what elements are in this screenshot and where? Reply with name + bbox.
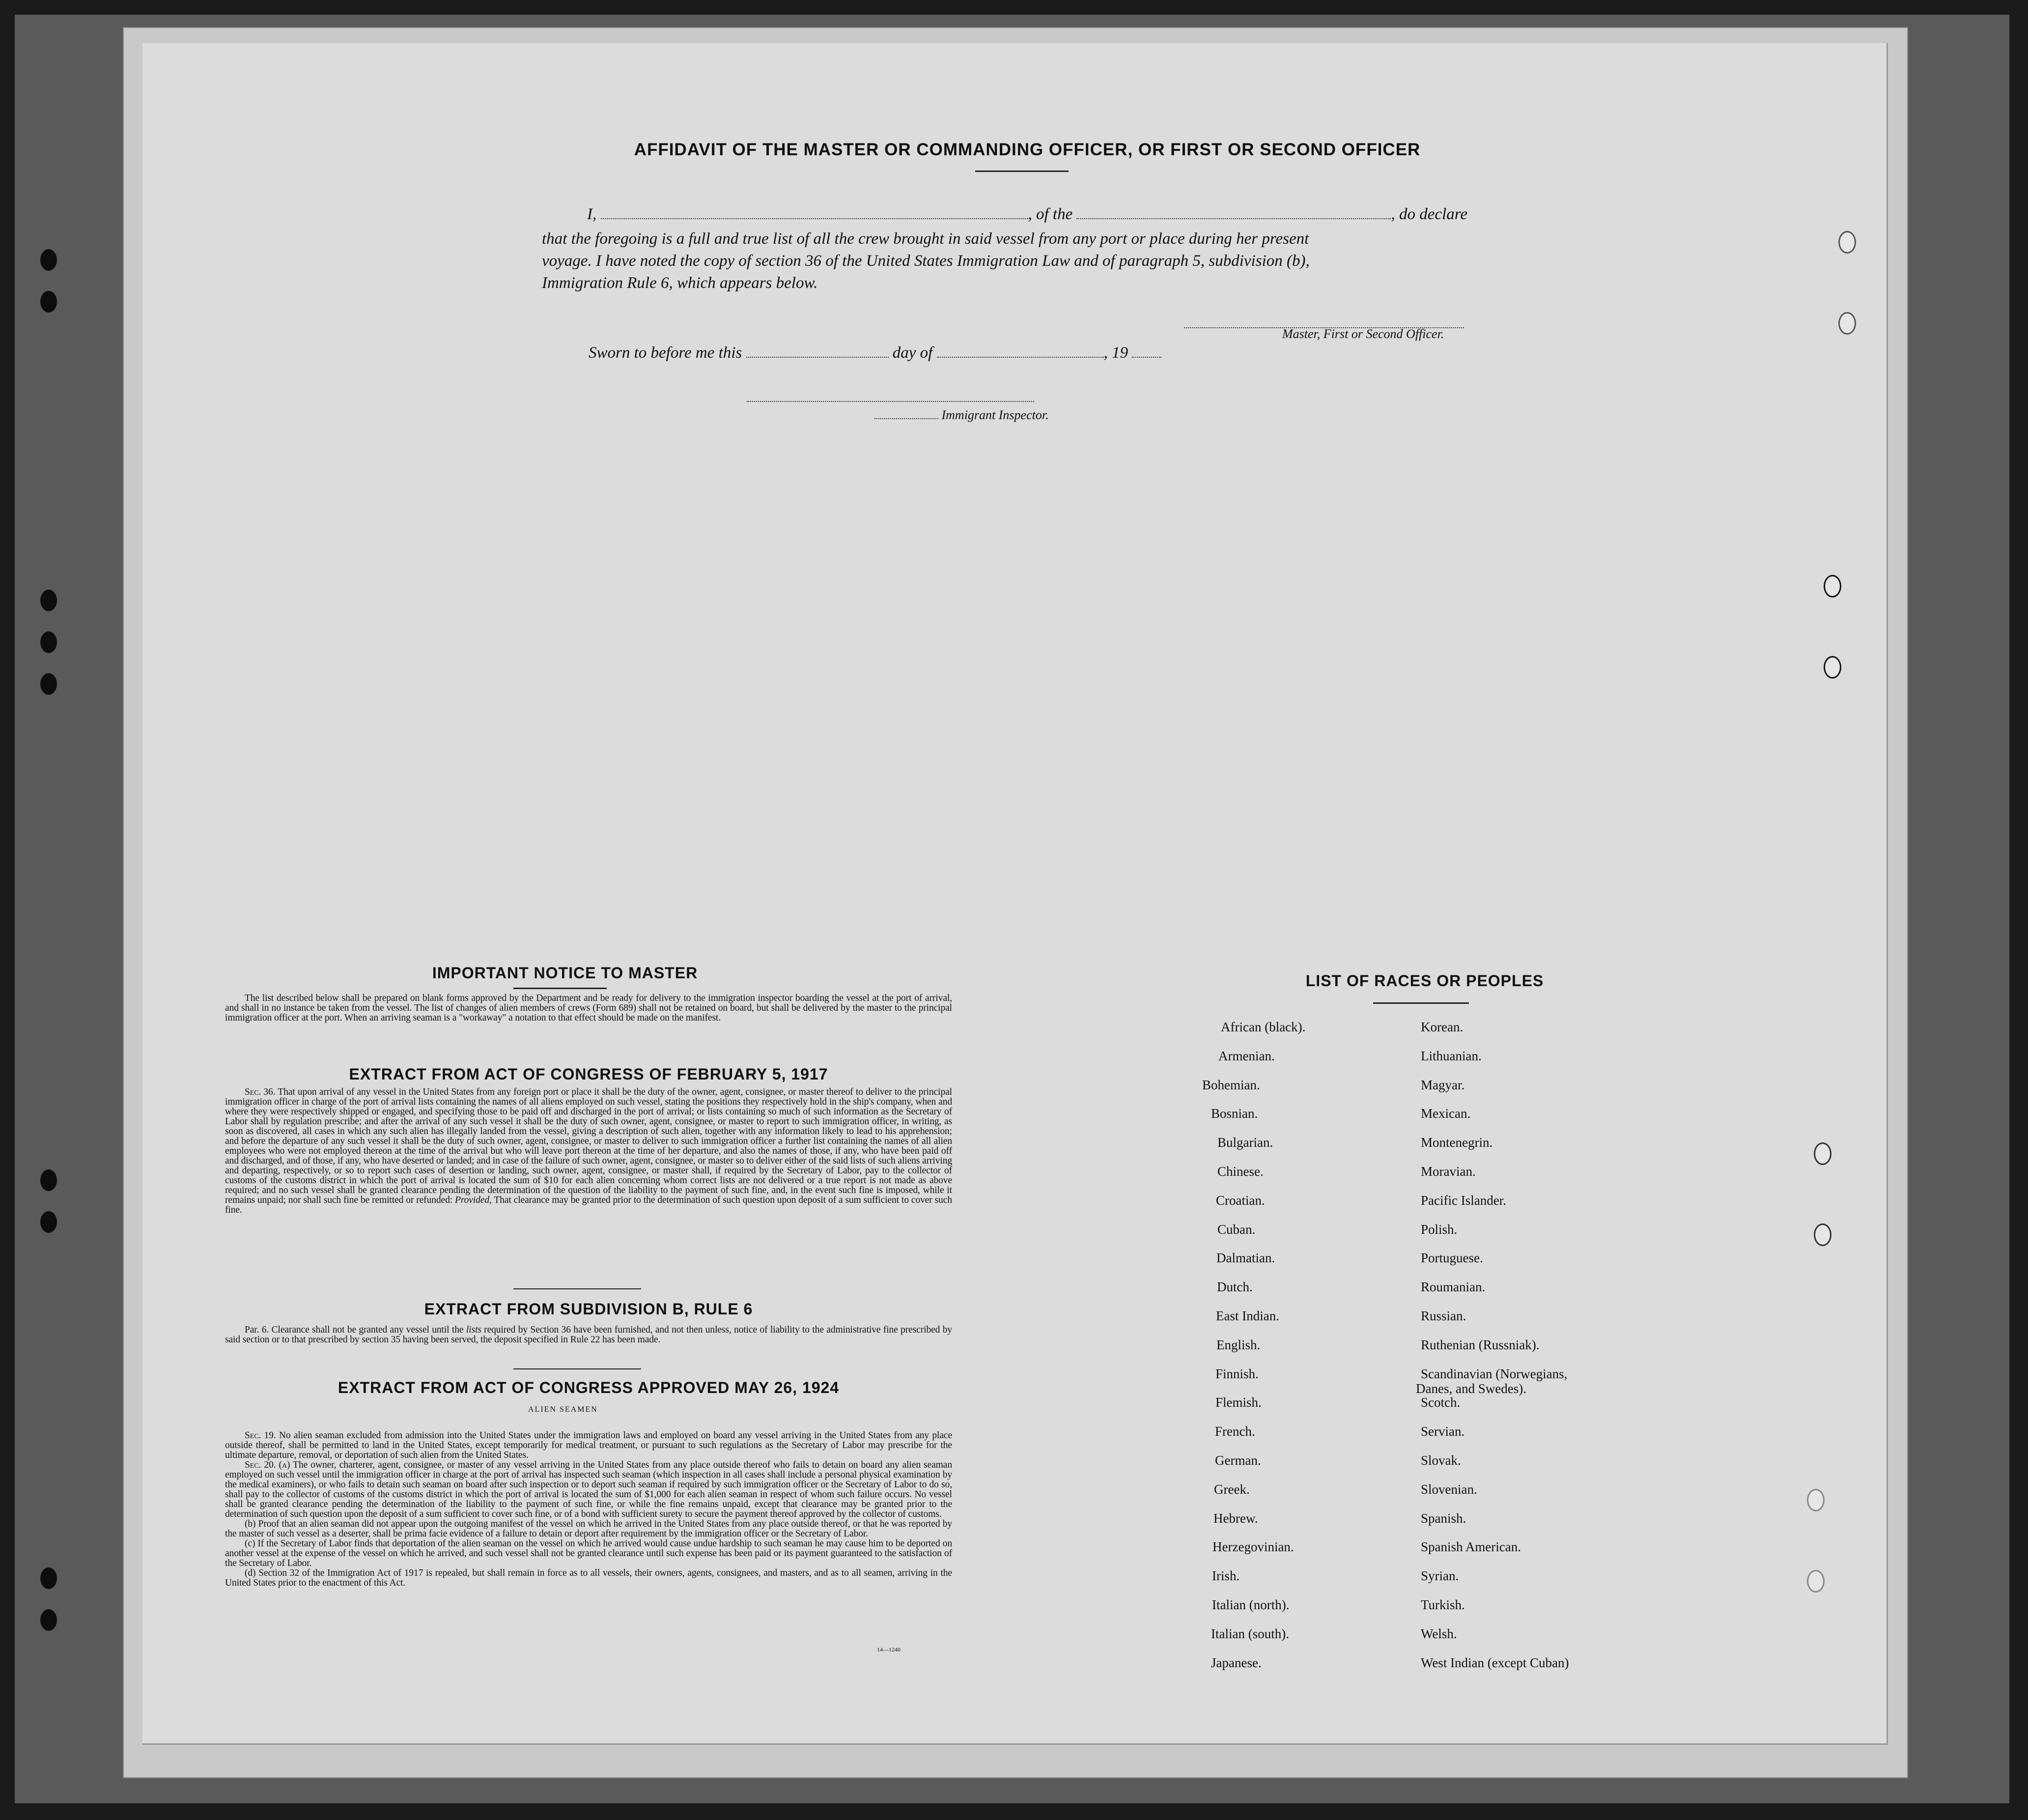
master-caption: Master, First or Second Officer. bbox=[1282, 327, 1444, 341]
notice-underline bbox=[513, 988, 607, 989]
race-right-item: Portuguese. bbox=[1421, 1251, 1483, 1266]
punch-hole bbox=[40, 291, 57, 313]
race-left-item: Finnish. bbox=[1215, 1366, 1259, 1381]
extract-1917-title: EXTRACT FROM ACT OF CONGRESS OF FEBRUARY 5, 1917 bbox=[349, 1065, 828, 1083]
sec-20a-paragraph bbox=[225, 1460, 952, 1519]
sec-19-paragraph bbox=[225, 1431, 952, 1460]
race-right-item: Ruthenian (Russniak). bbox=[1421, 1337, 1540, 1352]
sworn-line bbox=[589, 342, 1227, 363]
races-underline bbox=[1373, 1002, 1469, 1004]
extract-1924-title: EXTRACT FROM ACT OF CONGRESS APPROVED MAY 26, 1924 bbox=[338, 1379, 840, 1396]
punch-hole bbox=[40, 631, 57, 653]
race-left-item: Irish. bbox=[1212, 1568, 1240, 1584]
races-title: LIST OF RACES OR PEOPLES bbox=[1305, 972, 1544, 990]
punch-hole bbox=[40, 1567, 57, 1589]
punch-hole bbox=[40, 590, 57, 611]
race-right-item: Servian. bbox=[1421, 1424, 1465, 1439]
affidavit-title: AFFIDAVIT OF THE MASTER OR COMMANDING OFFICER, OR FIRST OR SECOND OFFICER bbox=[634, 140, 1421, 159]
race-right-item: Roumanian. bbox=[1421, 1280, 1486, 1295]
punch-hole bbox=[40, 1211, 57, 1233]
par-6-lists: lists bbox=[466, 1325, 481, 1335]
race-left-item: Dalmatian. bbox=[1216, 1251, 1275, 1266]
race-right-item: Syrian. bbox=[1421, 1568, 1459, 1584]
do-declare-label: , do declare bbox=[1391, 205, 1467, 223]
sworn-month-field[interactable] bbox=[937, 344, 1104, 358]
extract-1917-text bbox=[225, 1087, 952, 1215]
declarant-name-field[interactable] bbox=[601, 205, 1028, 219]
race-right-item: Korean. bbox=[1421, 1020, 1464, 1034]
race-right-item: West Indian (except Cuban) bbox=[1421, 1655, 1569, 1670]
race-left-item: Armenian. bbox=[1218, 1048, 1275, 1063]
provided-label: Provided, bbox=[455, 1195, 492, 1205]
extract-rule6-title: EXTRACT FROM SUBDIVISION B, RULE 6 bbox=[424, 1300, 753, 1318]
extract-1924-text bbox=[225, 1431, 952, 1588]
inspector-line bbox=[874, 408, 1049, 423]
ring-hole bbox=[1824, 656, 1841, 679]
sec-19-label: Sec. 19. bbox=[245, 1430, 276, 1441]
race-left-item: Japanese. bbox=[1211, 1655, 1262, 1670]
race-right-item: Scotch. bbox=[1421, 1395, 1461, 1410]
sec-36-body: That upon arrival of any vessel in the United States from any foreign port or place it shall be the duty of the owner, agent, consignee, or master thereof to deliver to the principal immigration officer in charge of the port of arrival lists containing the names of all aliens employed on such vessel, stating the positions they respectively hold in the ship's company, when and where they were respectively shipped or engaged, and specifying those to be paid off and discharged in the port of arrival; or lists containing so much of such information as the Secretary of Labor shall by regulation prescribe; and after the arrival of any such vessel it shall be the duty of such owner, agent, consignee, or master to report to such immigration officer, in writing, as soon as discovered, all cases in which any such alien has illegally landed from the vessel, giving a description of such alien, together with any information likely to lead to his apprehension; and before the departure of any such vessel it shall be the duty of such owner, agent, consignee, or master to deliver to such immigration officer a further list containing the names of all alien employees who were not employed thereon at the time of the arrival but who will leave port thereon at the time of her departure, and also the names of those, if any, who have been paid off and discharged, and of those, if any, who have deserted or landed; and in case of the failure of such owner, agent, consignee, or master so to deliver either of the said lists of such aliens arriving and departing, respectively, or so to report such cases of desertion or landing, such owner, agent, consignee, or master shall, if required by the Secretary of Labor, pay to the collector of customs of the customs district in which the port of arrival is located the sum of $10 for each alien concerning whom correct lists are not delivered or a true report is not made as above required; and no such vessel shall be granted clearance pending the determination of the question of the liability to the payment of such fine, and, in the event such fine is imposed, while it remains unpaid; nor shall such fine be remitted or refunded: bbox=[225, 1087, 953, 1205]
race-right-item: Scandinavian (Norwegians, bbox=[1421, 1366, 1568, 1381]
race-right-item: Danes, and Swedes). bbox=[1416, 1381, 1526, 1396]
race-right-item: Lithuanian. bbox=[1421, 1048, 1482, 1063]
par-6-body-b: required by Section 36 have been furnished, and not then unless, notice of liability to the administrative fine prescribed by said section or to that prescribed by section 35 having been served, the deposit specified in Rule 22 has been made. bbox=[225, 1325, 953, 1345]
affidavit-line-0 bbox=[587, 204, 1506, 225]
race-right-item: Pacific Islander. bbox=[1421, 1193, 1506, 1208]
inspector-signature-field[interactable] bbox=[747, 388, 1034, 402]
affidavit-line-1: that the foregoing is a full and true list of all the crew brought in said vessel from any port or place during her present bbox=[542, 230, 1309, 248]
race-right-item: Spanish. bbox=[1421, 1510, 1466, 1526]
notice-text-body: The list described below shall be prepared on blank forms approved by the Department and be ready for delivery to the immigration inspector boarding the vessel at the port of arrival, and shall in no instance be taken from the vessel. The list of changes of alien members of crews (Form 689) shall not be retained on board, but shall be delivered by the master to the principal immigration officer at the port. When an arriving seaman is a "workaway" a notation to that effect should be made on the manifest. bbox=[225, 993, 952, 1023]
race-left-item: East Indian. bbox=[1216, 1308, 1279, 1323]
form-number: 14—1240 bbox=[877, 1646, 901, 1653]
race-left-item: Hebrew. bbox=[1213, 1510, 1258, 1526]
race-right-item: Welsh. bbox=[1421, 1626, 1457, 1641]
race-right-item: Mexican. bbox=[1421, 1106, 1471, 1121]
sec-20b-paragraph: (b) Proof that an alien seaman did not appear upon the outgoing manifest of the vessel on which he arrived in the United States from any place outside thereof, or that he was reported by the master of such vessel as a deserter, shall be prima facie evidence of a failure to detain or deport after requirement by the immigration officer or the Secretary of Labor. bbox=[225, 1519, 952, 1539]
alien-seamen-subtitle: ALIEN SEAMEN bbox=[528, 1405, 598, 1414]
race-left-item: Chinese. bbox=[1217, 1164, 1264, 1179]
race-left-item: English. bbox=[1216, 1337, 1261, 1352]
punch-hole bbox=[40, 1169, 57, 1191]
extract-rule6-rule bbox=[513, 1368, 641, 1369]
sec-19-body: No alien seaman excluded from admission into the United States under the immigration laws and employed on board any vessel arriving in the United States from any place outside thereof, shall be permitted to land in the United States, except temporarily for medical treatment, or pursuant to such regulations as the Secretary of Labor may prescribe for the ultimate departure, removal, or deportation of such alien from the United States. bbox=[225, 1430, 953, 1460]
year-label: , 19 bbox=[1103, 344, 1128, 362]
punch-hole bbox=[40, 1609, 57, 1631]
race-left-item: African (black). bbox=[1221, 1020, 1306, 1034]
sec-20a-body: The owner, charterer, agent, consignee, or master of any vessel arriving in the United States from any place outside thereof who fails to detain on board any alien seaman employed on such vessel until the immigration officer in charge at the port of arrival has inspected such seaman (which inspection in all cases shall include a personal physical examination by the medical examiners), or who fails to detain such seaman on board after such inspection or to deport such seaman if required by such immigration officer or the Secretary of Labor to do so, shall pay to the collector of customs of the customs district in which the port of arrival is located the sum of $1,000 for each alien seaman in respect of whom such failure occurs. No vessel shall be granted clearance pending the determination of the liability to the payment of such fine, or while the fine remains unpaid, except that clearance may be granted prior to the determination of such question upon the deposit of a sum sufficient to cover such fine, or of a bond with sufficient surety to secure the payment thereof approved by the collector of customs. bbox=[225, 1460, 952, 1519]
inspector-caption: Immigrant Inspector. bbox=[941, 408, 1049, 422]
ring-hole bbox=[1838, 231, 1856, 254]
race-right-item: Magyar. bbox=[1421, 1077, 1465, 1092]
sec-20d-paragraph: (d) Section 32 of the Immigration Act of 1917 is repealed, but shall remain in force as to all vessels, their owners, agents, consignees, and masters, and as to all seamen, arriving in the United States prior to the enactment of this Act. bbox=[225, 1568, 952, 1588]
declarant-label: I, bbox=[587, 205, 597, 223]
race-right-item: Russian. bbox=[1421, 1308, 1466, 1323]
sec-20-label: Sec. 20. (a) bbox=[245, 1460, 290, 1470]
punch-hole bbox=[40, 673, 57, 695]
race-right-item: Moravian. bbox=[1421, 1164, 1476, 1179]
sec-36-end: That clearance may be granted prior to the determination of such question upon deposit of a sum sufficient to cover such fine. bbox=[225, 1195, 952, 1215]
of-the-label: , of the bbox=[1028, 205, 1073, 223]
ring-hole bbox=[1807, 1570, 1825, 1592]
sworn-label: Sworn to before me this bbox=[589, 344, 742, 362]
sworn-day-field[interactable] bbox=[746, 344, 889, 358]
extract-rule6-text bbox=[225, 1325, 952, 1345]
title-underline bbox=[975, 171, 1069, 172]
notice-text bbox=[225, 994, 952, 1023]
sworn-year-field[interactable] bbox=[1132, 344, 1161, 358]
vessel-name-field[interactable] bbox=[1076, 205, 1391, 219]
race-left-item: Dutch. bbox=[1217, 1280, 1253, 1295]
race-left-item: Croatian. bbox=[1216, 1193, 1265, 1208]
ring-hole bbox=[1814, 1142, 1831, 1165]
race-left-item: Italian (north). bbox=[1212, 1597, 1290, 1612]
race-left-item: Bulgarian. bbox=[1217, 1135, 1273, 1150]
race-left-item: German. bbox=[1215, 1453, 1261, 1468]
sec-36-label: Sec. 36. bbox=[245, 1087, 276, 1097]
punch-hole bbox=[40, 249, 57, 271]
par-6-body-a: Clearance shall not be granted any vessel until the bbox=[271, 1325, 464, 1335]
sec-20c-paragraph: (c) If the Secretary of Labor finds that deportation of the alien seaman on the vessel on which he arrived would cause undue hardship to such seaman he may cause him to be deported on another vessel at the expense of the vessel on which he arrived, and such vessel shall not be granted clearance until such expense has been paid or its payment guaranteed to the satisfaction of the Secretary of Labor. bbox=[225, 1538, 952, 1568]
race-right-item: Polish. bbox=[1421, 1222, 1458, 1237]
ring-hole bbox=[1838, 312, 1856, 335]
race-right-item: Montenegrin. bbox=[1421, 1135, 1493, 1150]
race-left-item: Cuban. bbox=[1217, 1222, 1256, 1237]
ring-hole bbox=[1824, 575, 1841, 597]
race-right-item: Turkish. bbox=[1421, 1597, 1465, 1612]
race-left-item: Herzegovinian. bbox=[1212, 1539, 1294, 1555]
day-of-label: day of bbox=[892, 344, 933, 362]
master-signature-field[interactable] bbox=[1184, 314, 1464, 328]
race-left-item: Italian (south). bbox=[1211, 1626, 1289, 1641]
inspector-prefix-field[interactable] bbox=[874, 409, 938, 419]
extract-1917-rule bbox=[513, 1288, 641, 1289]
race-left-item: Bosnian. bbox=[1211, 1106, 1258, 1121]
race-right-item: Spanish American. bbox=[1421, 1539, 1521, 1555]
race-left-item: Greek. bbox=[1214, 1481, 1250, 1497]
race-left-item: French. bbox=[1215, 1424, 1255, 1439]
par-6-label: Par. 6. bbox=[245, 1325, 269, 1335]
notice-title: IMPORTANT NOTICE TO MASTER bbox=[432, 964, 698, 982]
affidavit-line-3: Immigration Rule 6, which appears below. bbox=[542, 274, 818, 292]
race-right-item: Slovenian. bbox=[1421, 1481, 1477, 1497]
race-left-item: Flemish. bbox=[1215, 1395, 1262, 1410]
affidavit-line-2: voyage. I have noted the copy of section 36 of the United States Immigration Law and of paragraph 5, subdivision (b), bbox=[542, 252, 1310, 270]
race-right-item: Slovak. bbox=[1421, 1453, 1461, 1468]
ring-hole bbox=[1814, 1223, 1831, 1246]
race-left-item: Bohemian. bbox=[1202, 1077, 1260, 1092]
ring-hole bbox=[1807, 1489, 1825, 1511]
